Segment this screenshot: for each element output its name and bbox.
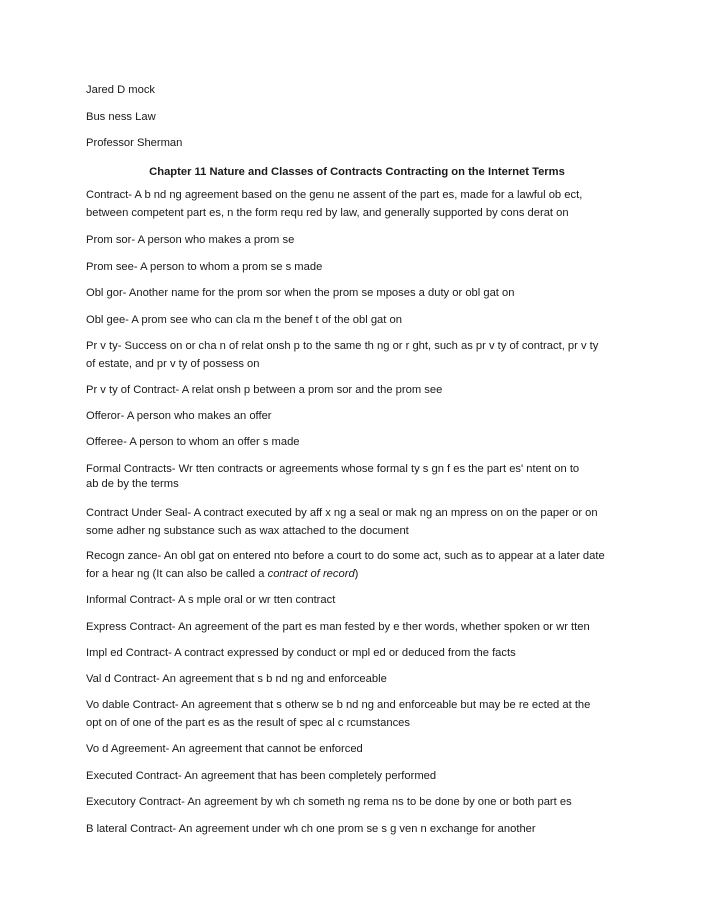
term-executory-contract — [86, 793, 646, 811]
term-line: Impl ed Contract- A contract expressed by conduct or mpl ed or deduced from the facts — [86, 647, 516, 659]
term-offeree — [86, 433, 646, 451]
term-line-last — [86, 565, 646, 583]
term-contract — [86, 186, 646, 222]
term-line: Vo dable Contract- An agreement that s otherw se b nd ng and enforceable but may be re ected at the — [86, 699, 591, 711]
term-line: opt on of one of the part es as the result of spec al c rcumstances — [86, 717, 410, 729]
term-line: Pr v ty- Success on or cha n of relat onsh p to the same th ng or r ght, such as pr v ty of contract, pr v ty — [86, 340, 599, 352]
term-line: Offeror- A person who makes an offer — [86, 410, 272, 422]
term-bilateral-contract — [86, 820, 646, 838]
term-offeror — [86, 407, 646, 425]
term-line: Vo d Agreement- An agreement that cannot be enforced — [86, 743, 363, 755]
term-line: Formal Contracts- Wr tten contracts or agreements whose formal ty s gn f es the part es' ntent on to — [86, 463, 580, 475]
student-name: Jared D mock — [86, 84, 156, 96]
term-line: Executed Contract- An agreement that has been completely performed — [86, 770, 437, 782]
term-obligor — [86, 284, 646, 302]
term-line: ab de by the terms — [86, 478, 179, 490]
term-line: Offeree- A person to whom an offer s made — [86, 436, 300, 448]
term-line: Contract- A b nd ng agreement based on the genu ne assent of the part es, made for a lawful ob ect, — [86, 189, 583, 201]
term-line: B lateral Contract- An agreement under wh ch one prom se s g ven n exchange for another — [86, 823, 536, 835]
term-promisee — [86, 258, 646, 276]
term-informal-contract — [86, 591, 646, 609]
term-line: some adher ng substance such as wax attached to the document — [86, 525, 409, 537]
term-privity-of-contract — [86, 381, 646, 399]
term-line: Express Contract- An agreement of the part es man fested by e ther words, whether spoken or wr tten — [86, 621, 590, 633]
term-line: Pr v ty of Contract- A relat onsh p between a prom sor and the prom see — [86, 384, 443, 396]
term-line: Contract Under Seal- A contract executed by aff x ng a seal or mak ng an mpress on on the paper or on — [86, 507, 598, 519]
term-text: for a hear ng (It can also be called a — [86, 568, 268, 580]
term-line: Prom see- A person to whom a prom se s made — [86, 261, 323, 273]
term-obligee — [86, 311, 646, 329]
term-promisor — [86, 231, 646, 249]
term-line: between competent part es, n the form requ red by law, and generally supported by cons derat on — [86, 207, 569, 219]
page-title: Chapter 11 Nature and Classes of Contracts Contracting on the Internet Terms — [149, 166, 565, 178]
term-italic: contract of record — [267, 568, 355, 580]
term-line: Informal Contract- A s mple oral or wr tten contract — [86, 594, 336, 606]
term-valid-contract — [86, 670, 646, 688]
term-contract-under-seal — [86, 504, 646, 540]
term-implied-contract — [86, 644, 646, 662]
course-name: Bus ness Law — [86, 111, 156, 123]
term-formal-contracts — [86, 462, 646, 492]
term-void-agreement — [86, 740, 646, 758]
term-line: Obl gor- Another name for the prom sor when the prom se mposes a duty or obl gat on — [86, 287, 515, 299]
term-line: Obl gee- A prom see who can cla m the benef t of the obl gat on — [86, 314, 402, 326]
term-line: Val d Contract- An agreement that s b nd ng and enforceable — [86, 673, 387, 685]
term-line: Prom sor- A person who makes a prom se — [86, 234, 295, 246]
term-line: Executory Contract- An agreement by wh ch someth ng rema ns to be done by one or both part es — [86, 796, 572, 808]
professor-name: Professor Sherman — [86, 137, 183, 149]
term-line: Recogn zance- An obl gat on entered nto before a court to do some act, such as to appear at a later date — [86, 550, 605, 562]
term-voidable-contract — [86, 696, 646, 732]
term-recognizance — [86, 547, 646, 583]
term-line: of estate, and pr v ty of possess on — [86, 358, 260, 370]
term-executed-contract — [86, 767, 646, 785]
term-privity — [86, 337, 646, 373]
term-express-contract — [86, 618, 646, 636]
term-text: ) — [354, 568, 359, 580]
